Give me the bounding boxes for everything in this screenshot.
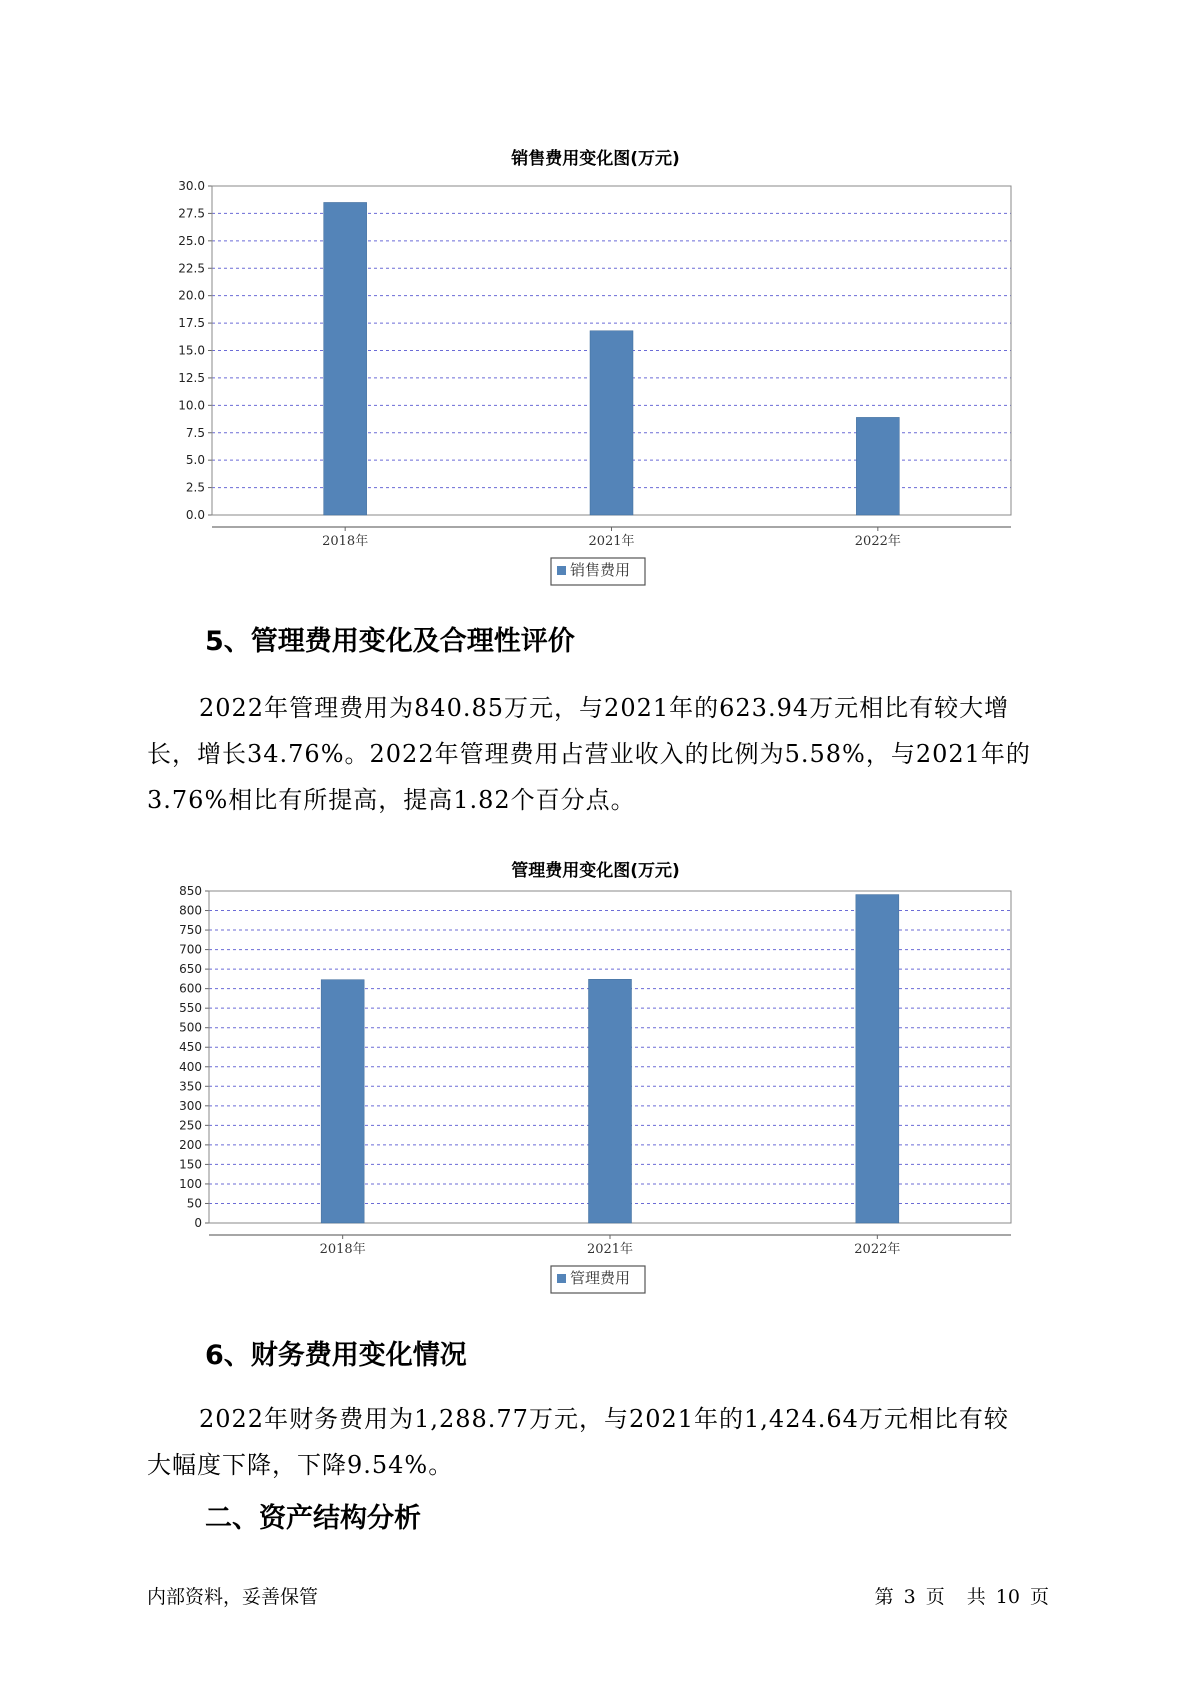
- y-tick-label: 750: [179, 923, 202, 938]
- y-tick-label: 0.0: [185, 508, 205, 522]
- y-tick-label: 450: [179, 1040, 202, 1055]
- y-tick-label: 250: [179, 1118, 202, 1133]
- x-tick-label: 2018年: [322, 534, 369, 549]
- x-tick-label: 2021年: [586, 1242, 634, 1257]
- y-tick-label: 150: [179, 1157, 202, 1172]
- bar: [589, 979, 632, 1223]
- page-total: 10: [995, 1586, 1020, 1608]
- y-tick-label: 17.5: [178, 316, 205, 331]
- y-tick-label: 27.5: [178, 206, 205, 221]
- y-tick-label: 2.5: [185, 480, 205, 495]
- paragraph-line: 3.76%相比有所提高，提高1.82个百分点。: [147, 786, 636, 814]
- legend-label: 销售费用: [570, 561, 631, 579]
- page-suffix: 页: [1029, 1586, 1049, 1608]
- y-tick-label: 22.5: [178, 261, 205, 276]
- y-tick-label: 5.0: [185, 453, 205, 468]
- x-tick-label: 2022年: [854, 1242, 901, 1257]
- legend-swatch: [557, 1274, 566, 1283]
- y-tick-label: 50: [186, 1196, 202, 1211]
- y-tick-label: 700: [179, 942, 202, 957]
- x-tick-label: 2022年: [854, 534, 901, 549]
- page-prefix: 第: [874, 1586, 894, 1608]
- paragraph-line: 长，增长34.76%。2022年管理费用占营业收入的比例为5.58%，与2021年的: [147, 740, 1031, 768]
- y-tick-label: 30.0: [178, 179, 205, 193]
- section-heading-admin-expense: 5、管理费用变化及合理性评价: [205, 626, 575, 657]
- y-tick-label: 350: [179, 1079, 202, 1094]
- y-tick-label: 10.0: [178, 398, 205, 413]
- footer-confidential-note: 内部资料，妥善保管: [147, 1586, 319, 1608]
- y-tick-label: 200: [179, 1137, 202, 1152]
- paragraph-line: 2022年管理费用为840.85万元，与2021年的623.94万元相比有较大增: [199, 694, 1010, 722]
- page-mid: 页: [925, 1586, 945, 1608]
- bar: [321, 980, 364, 1223]
- page-current: 3: [903, 1586, 916, 1608]
- y-tick-label: 800: [179, 903, 202, 918]
- y-tick-label: 15.0: [178, 343, 205, 358]
- y-tick-label: 550: [179, 1001, 202, 1016]
- x-tick-label: 2018年: [319, 1242, 366, 1257]
- paragraph-finance-expense: [147, 1396, 1047, 1488]
- chart-title-admin: 管理费用变化图(万元): [511, 861, 680, 881]
- footer-page-number: [875, 1582, 1049, 1609]
- section-heading-asset-structure: 二、资产结构分析: [205, 1503, 421, 1534]
- paragraph-line: 2022年财务费用为1,288.77万元，与2021年的1,424.64万元相比有较: [199, 1405, 1009, 1433]
- y-tick-label: 20.0: [178, 288, 205, 303]
- y-tick-label: 300: [179, 1098, 202, 1113]
- y-tick-label: 25.0: [178, 233, 205, 248]
- chart-title-sales: 销售费用变化图(万元): [511, 149, 680, 169]
- y-tick-label: 12.5: [178, 370, 205, 385]
- x-tick-label: 2021年: [588, 534, 635, 549]
- y-tick-label: 650: [179, 962, 202, 977]
- y-tick-label: 600: [179, 981, 202, 996]
- y-tick-label: 100: [179, 1176, 202, 1191]
- paragraph-line: 大幅度下降，下降9.54%。: [147, 1451, 454, 1479]
- total-prefix: 共: [966, 1586, 986, 1608]
- y-tick-label: 0: [194, 1216, 202, 1230]
- bar: [856, 895, 899, 1223]
- section-heading-finance-expense: 6、财务费用变化情况: [205, 1340, 467, 1371]
- y-tick-label: 500: [179, 1020, 202, 1035]
- y-tick-label: 7.5: [185, 425, 205, 440]
- y-tick-label: 400: [179, 1059, 202, 1074]
- legend-label: 管理费用: [570, 1269, 631, 1287]
- y-tick-label: 850: [179, 884, 202, 898]
